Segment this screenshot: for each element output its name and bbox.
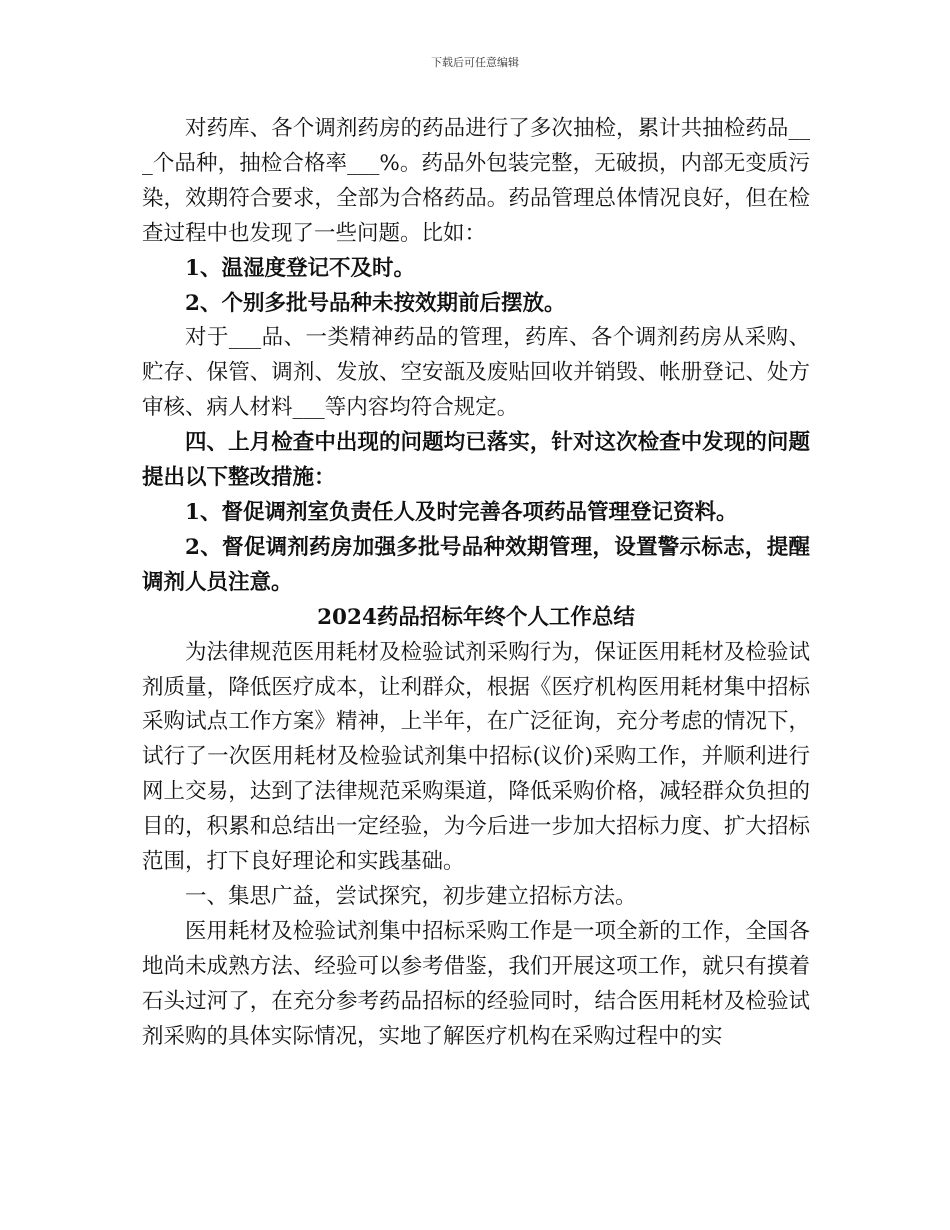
issue-item-1: 1、温湿度登记不及时。 [185, 255, 415, 281]
page-header: 下载后可任意编辑 [431, 56, 519, 69]
document-body [142, 112, 810, 1054]
section-one-heading: 一、集思广益，尝试探究，初步建立招标方法。 [185, 883, 637, 909]
measure-item-1: 1、督促调剂室负责任人及时完善各项药品管理登记资料。 [185, 499, 738, 525]
paragraph-controlled-drugs: 对于___品、一类精神药品的管理，药库、各个调剂药房从采购、贮存、保管、调剂、发放、空安瓿及废贴回收并销毁、帐册登记、处方审核、病人材料___等内容均符合规定。 [142, 325, 810, 421]
issue-item-2: 2、个别多批号品种未按效期前后摆放。 [185, 290, 566, 316]
measure-item-2: 2、督促调剂药房加强多批号品种效期管理，设置警示标志，提醒调剂人员注意。 [142, 534, 810, 595]
paragraph-section-one: 医用耗材及检验试剂集中招标采购工作是一项全新的工作，全国各地尚未成熟方法、经验可以参考借鉴，我们开展这项工作，就只有摸着石头过河了，在充分参考药品招标的经验同时，结合医用耗材及检验试剂采购的具体实际情况，实地了解医疗机构在采购过程中的实 [142, 918, 810, 1049]
paragraph-intro: 为法律规范医用耗材及检验试剂采购行为，保证医用耗材及检验试剂质量，降低医疗成本，让利群众，根据《医疗机构医用耗材集中招标采购试点工作方案》精神，上半年，在广泛征询，充分考虑的情况下，试行了一次医用耗材及检验试剂集中招标(议价)采购工作，并顺利进行网上交易，达到了法律规范采购渠道，降低采购价格，减轻群众负担的目的，积累和总结出一定经验，为今后进一步加大招标力度、扩大招标范围，打下良好理论和实践基础。 [142, 639, 810, 875]
paragraph-inspection-summary: 对药库、各个调剂药房的药品进行了多次抽检，累计共抽检药品___个品种，抽检合格率___%。药品外包装完整，无破损，内部无变质污染，效期符合要求，全部为合格药品。药品管理总体情况良好，但在检查过程中也发现了一些问题。比如： [142, 116, 810, 246]
document-title: 2024药品招标年终个人工作总结 [317, 604, 635, 630]
section-four-heading: 四、上月检查中出现的问题均已落实，针对这次检查中发现的问题提出以下整改措施： [142, 430, 810, 491]
